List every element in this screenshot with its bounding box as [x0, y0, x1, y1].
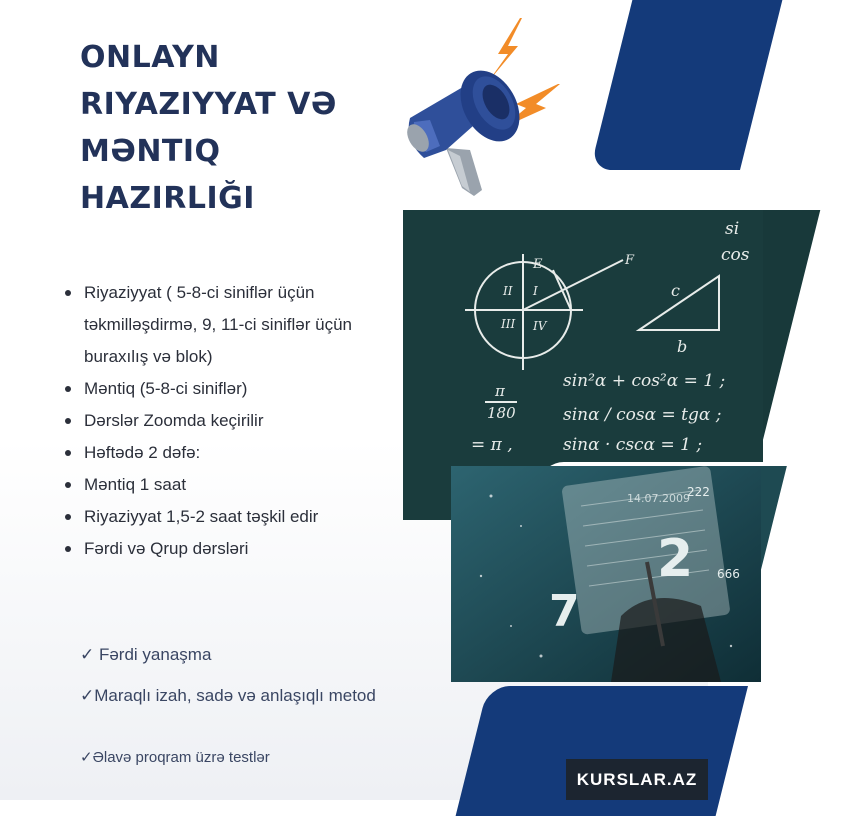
list-item: Dərslər Zoomda keçirilir: [60, 405, 360, 437]
title-line-1: ONLAYN: [80, 40, 220, 75]
megaphone-icon: [390, 10, 570, 210]
list-item: Riyaziyyat 1,5-2 saat təşkil edir: [60, 501, 360, 533]
fraction-bottom: 180: [487, 404, 516, 422]
formula-3: sinα · cscα = 1 ;: [563, 435, 703, 455]
quadrant-label-2: II: [503, 284, 513, 298]
feature-individual-approach: ✓ Fərdi yanaşma: [80, 645, 212, 664]
title-line-2: RIYAZIYYAT VƏ: [80, 87, 337, 122]
notebook-image: [488, 462, 792, 678]
pi-equation: = π ,: [471, 435, 513, 455]
triangle-label-c: c: [671, 281, 680, 300]
quadrant-label-4: IV: [533, 319, 547, 333]
brand-watermark: KURSLAR.AZ: [566, 759, 708, 800]
number-seven: 7: [549, 586, 580, 637]
quadrant-label-3: III: [501, 317, 516, 331]
list-item: Məntiq (5-8-ci siniflər): [60, 373, 360, 405]
formula-1: sin²α + cos²α = 1 ;: [563, 371, 726, 391]
feature-explanation-method: ✓Maraqlı izah, sadə və anlaşıqlı metod: [80, 686, 376, 705]
number-side: 666: [717, 567, 740, 581]
feature-extra-tests: ✓Əlavə proqram üzrə testlər: [80, 749, 270, 766]
axis-label-e: E: [533, 257, 543, 272]
title-line-3: MƏNTIQ: [80, 134, 221, 169]
title-line-4: HAZIRLIĞI: [80, 181, 255, 216]
formula-2: sinα / cosα = tgα ;: [563, 405, 722, 425]
page-title: [80, 34, 380, 222]
list-item: Məntiq 1 saat: [60, 469, 360, 501]
corner-text-top: si: [725, 219, 740, 239]
number-top: 222: [687, 485, 710, 499]
axis-label-f: F: [625, 253, 635, 268]
notebook-date: 14.07.2009: [627, 492, 690, 505]
big-number: 2: [657, 529, 694, 589]
notebook-drawing: [451, 466, 761, 682]
fraction-top: π: [495, 382, 505, 400]
list-item: Riyaziyyat ( 5-8-ci siniflər üçün təkmilləşdirmə, 9, 11-ci siniflər üçün buraxılış və blok): [60, 277, 360, 373]
course-info-list: [60, 277, 360, 565]
quadrant-label-1: I: [533, 284, 538, 298]
list-item: Həftədə 2 dəfə:: [60, 437, 360, 469]
corner-text-mid: cos: [721, 245, 750, 265]
list-item: Fərdi və Qrup dərsləri: [60, 533, 360, 565]
triangle-label-b: b: [677, 337, 688, 356]
